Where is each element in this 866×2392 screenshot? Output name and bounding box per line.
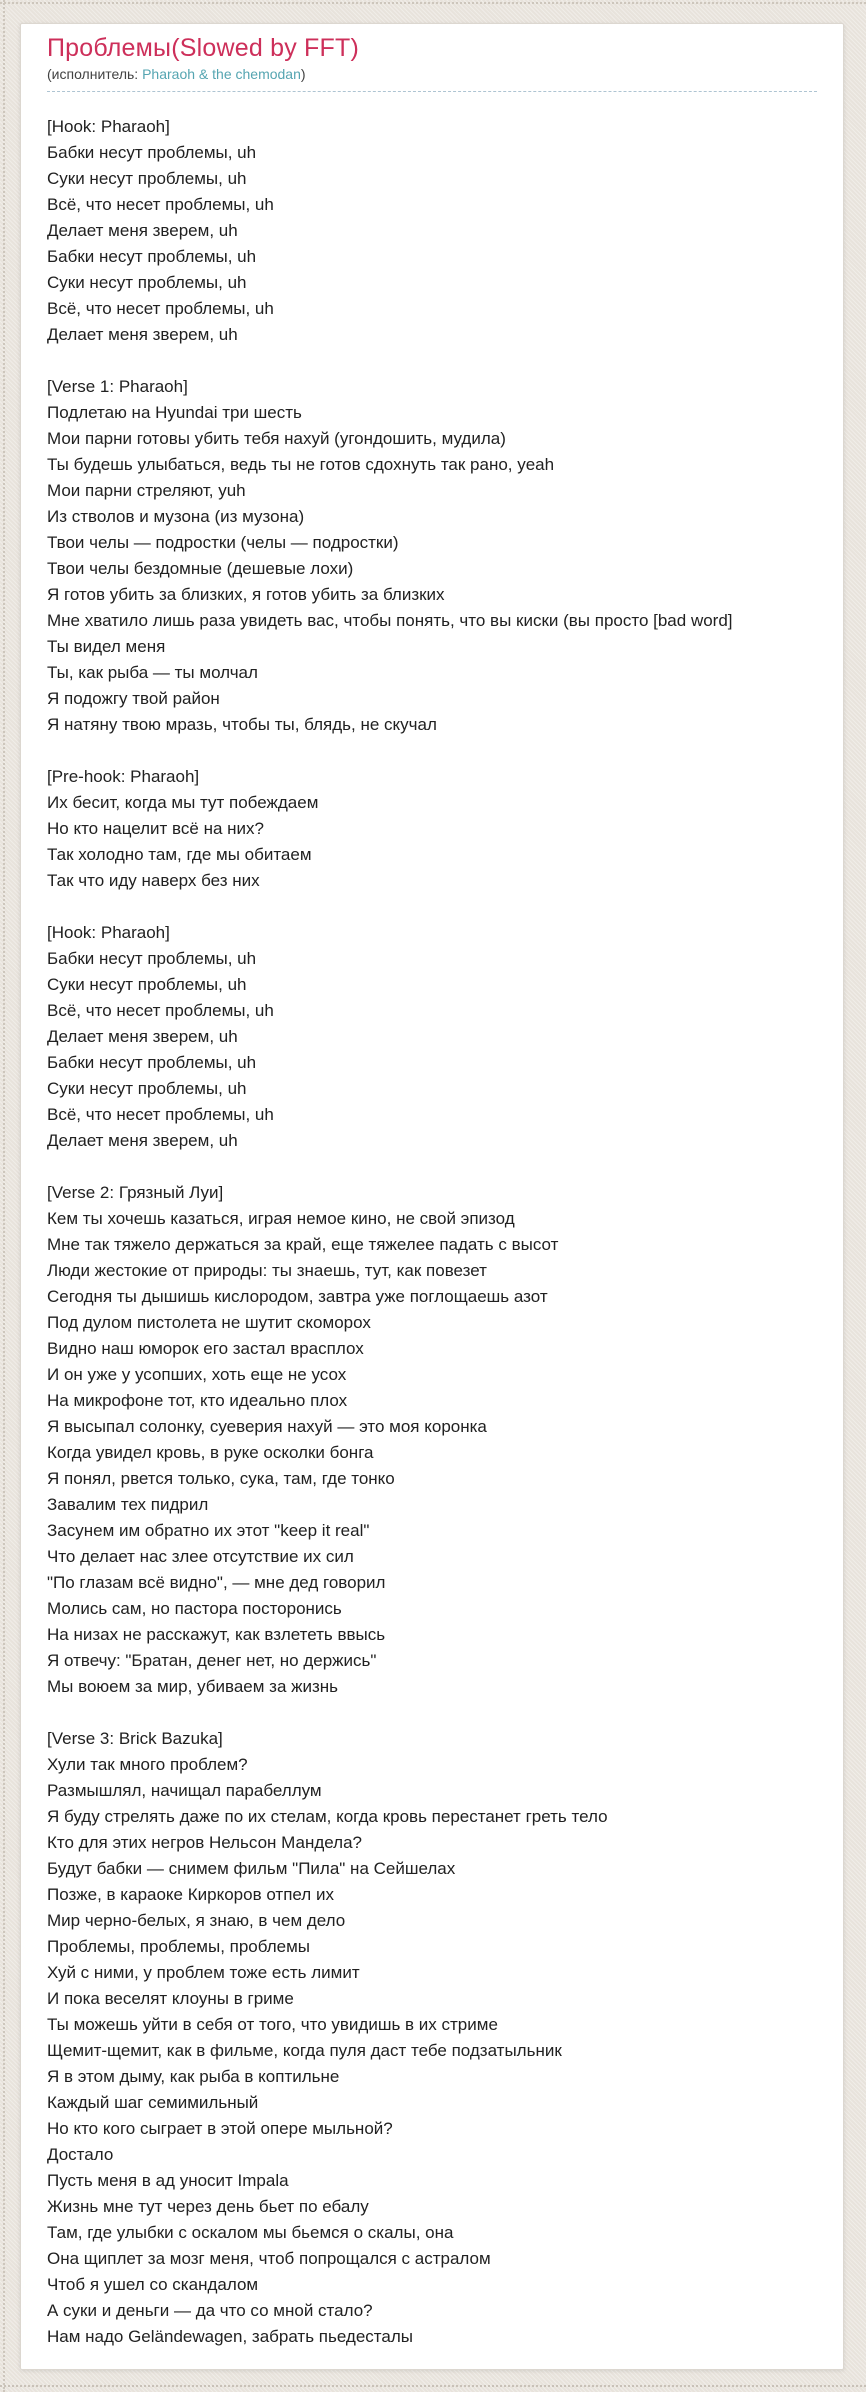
lyric-line: Молись сам, но пастора посторонись [47,1599,342,1618]
lyric-line: Под дулом пистолета не шутит скоморох [47,1313,371,1332]
section-header: [Verse 2: Грязный Луи] [47,1183,224,1202]
lyrics-section [47,920,817,1154]
lyric-line: Я буду стрелять даже по их стелам, когда кровь перестанет греть тело [47,1807,608,1826]
lyric-line: Я высыпал солонку, суеверия нахуй — это моя коронка [47,1417,487,1436]
section-header: [Verse 1: Pharaoh] [47,377,188,396]
background-stitch-top [0,2,866,4]
lyric-line: Я натяну твою мразь, чтобы ты, блядь, не скучал [47,715,437,734]
lyric-line: Что делает нас злее отсутствие их сил [47,1547,354,1566]
lyric-line: Ты можешь уйти в себя от того, что увидишь в их стриме [47,2015,498,2034]
lyric-line: Чтоб я ушел со скандалом [47,2275,259,2294]
lyric-line: И пока веселят клоуны в гриме [47,1989,294,2008]
lyric-line: Нам надо Geländewagen, забрать пьедесталы [47,2327,413,2346]
lyric-line: И он уже у усопших, хоть еще не усох [47,1365,347,1384]
lyric-line: Мои парни готовы убить тебя нахуй (угондошить, мудила) [47,429,506,448]
lyric-line: Делает меня зверем, uh [47,325,238,344]
lyric-line: Мои парни стреляют, yuh [47,481,246,500]
lyric-line: Мне хватило лишь раза увидеть вас, чтобы понять, что вы киски (вы просто [bad word] [47,611,733,630]
lyric-line: Кто для этих негров Нельсон Мандела? [47,1833,362,1852]
section-header: [Hook: Pharaoh] [47,923,170,942]
song-header [47,34,817,92]
lyric-line: Проблемы, проблемы, проблемы [47,1937,311,1956]
lyric-line: Но кто нацелит всё на них? [47,819,264,838]
lyrics-section [47,1180,817,1700]
lyric-line: Достало [47,2145,114,2164]
lyric-line: Люди жестокие от природы: ты знаешь, тут, как повезет [47,1261,487,1280]
lyric-line: Делает меня зверем, uh [47,1131,238,1150]
background-stitch-left [3,0,5,2392]
lyric-line: Мне так тяжело держаться за край, еще тяжелее падать с высот [47,1235,559,1254]
artist-link[interactable]: Pharaoh & the chemodan [142,66,301,82]
lyric-line: Всё, что несет проблемы, uh [47,1105,274,1124]
lyric-line: Щемит-щемит, как в фильме, когда пуля даст тебе подзатыльник [47,2041,562,2060]
lyric-line: Делает меня зверем, uh [47,221,238,240]
lyric-line: Бабки несут проблемы, uh [47,949,257,968]
lyric-line: Всё, что несет проблемы, uh [47,1001,274,1020]
lyric-line: Позже, в караоке Киркоров отпел их [47,1885,334,1904]
lyric-line: Хули так много проблем? [47,1755,248,1774]
lyric-line: Суки несут проблемы, uh [47,273,247,292]
lyric-line: А суки и деньги — да что со мной стало? [47,2301,373,2320]
lyric-line: Из стволов и музона (из музона) [47,507,305,526]
artist-line-close: ) [300,66,306,82]
lyrics-text [47,114,817,2350]
lyric-line: На низах не расскажут, как взлететь ввысь [47,1625,386,1644]
lyric-line: Так что иду наверх без них [47,871,260,890]
lyric-line: Твои челы бездомные (дешевые лохи) [47,559,354,578]
lyric-line: Бабки несут проблемы, uh [47,1053,257,1072]
lyric-line: Ты видел меня [47,637,166,656]
lyric-line: Подлетаю на Hyundai три шесть [47,403,302,422]
lyric-line: Суки несут проблемы, uh [47,1079,247,1098]
lyric-line: Бабки несут проблемы, uh [47,143,257,162]
lyric-line: Кем ты хочешь казаться, играя немое кино, не свой эпизод [47,1209,515,1228]
lyric-line: Но кто кого сыграет в этой опере мыльной? [47,2119,393,2138]
lyric-line: Я готов убить за близких, я готов убить за близких [47,585,445,604]
lyric-line: Пусть меня в ад уносит Impala [47,2171,289,2190]
lyrics-section [47,114,817,348]
artist-label: (исполнитель: [47,66,143,82]
lyrics-section [47,374,817,738]
lyric-line: Размышлял, начищал парабеллум [47,1781,322,1800]
lyric-line: "По глазам всё видно", — мне дед говорил [47,1573,386,1592]
lyric-line: Мир черно-белых, я знаю, в чем дело [47,1911,346,1930]
lyric-line: Делает меня зверем, uh [47,1027,238,1046]
lyric-line: Так холодно там, где мы обитаем [47,845,312,864]
lyric-line: Я в этом дыму, как рыба в коптильне [47,2067,340,2086]
lyric-line: Хуй с ними, у проблем тоже есть лимит [47,1963,360,1982]
lyric-line: Суки несут проблемы, uh [47,975,247,994]
lyric-line: Жизнь мне тут через день бьет по ебалу [47,2197,369,2216]
lyric-line: Ты будешь улыбаться, ведь ты не готов сдохнуть так рано, yeah [47,455,555,474]
lyric-line: Там, где улыбки с оскалом мы бьемся о скалы, она [47,2223,454,2242]
background-stitch-bottom [0,2385,866,2387]
lyric-line: Их бесит, когда мы тут побеждаем [47,793,319,812]
lyric-line: Каждый шаг семимильный [47,2093,259,2112]
lyric-line: Всё, что несет проблемы, uh [47,195,274,214]
lyric-line: Мы воюем за мир, убиваем за жизнь [47,1677,339,1696]
lyric-line: На микрофоне тот, кто идеально плох [47,1391,348,1410]
page-title: Проблемы(Slowed by FFT) [47,34,359,62]
lyric-line: Суки несут проблемы, uh [47,169,247,188]
lyric-line: Я подожгу твой район [47,689,220,708]
section-header: [Verse 3: Brick Bazuka] [47,1729,223,1748]
section-header: [Pre-hook: Pharaoh] [47,767,200,786]
lyric-line: Сегодня ты дышишь кислородом, завтра уже поглощаешь азот [47,1287,548,1306]
lyrics-card [20,23,844,2370]
lyrics-section [47,764,817,894]
lyric-line: Всё, что несет проблемы, uh [47,299,274,318]
lyric-line: Ты, как рыба — ты молчал [47,663,258,682]
lyric-line: Когда увидел кровь, в руке осколки бонга [47,1443,374,1462]
lyric-line: Видно наш юморок его застал врасплох [47,1339,364,1358]
lyric-line: Бабки несут проблемы, uh [47,247,257,266]
lyric-line: Засунем им обратно их этот "keep it real" [47,1521,370,1540]
lyrics-section [47,1726,817,2350]
lyric-line: Я понял, рвется только, сука, там, где тонко [47,1469,395,1488]
lyric-line: Твои челы — подростки (челы — подростки) [47,533,399,552]
artist-line [47,66,817,82]
lyric-line: Я отвечу: "Братан, денег нет, но держись" [47,1651,377,1670]
lyric-line: Она щиплет за мозг меня, чтоб попрощался с астралом [47,2249,491,2268]
lyric-line: Завалим тех пидрил [47,1495,209,1514]
lyric-line: Будут бабки — снимем фильм "Пила" на Сейшелах [47,1859,456,1878]
section-header: [Hook: Pharaoh] [47,117,170,136]
